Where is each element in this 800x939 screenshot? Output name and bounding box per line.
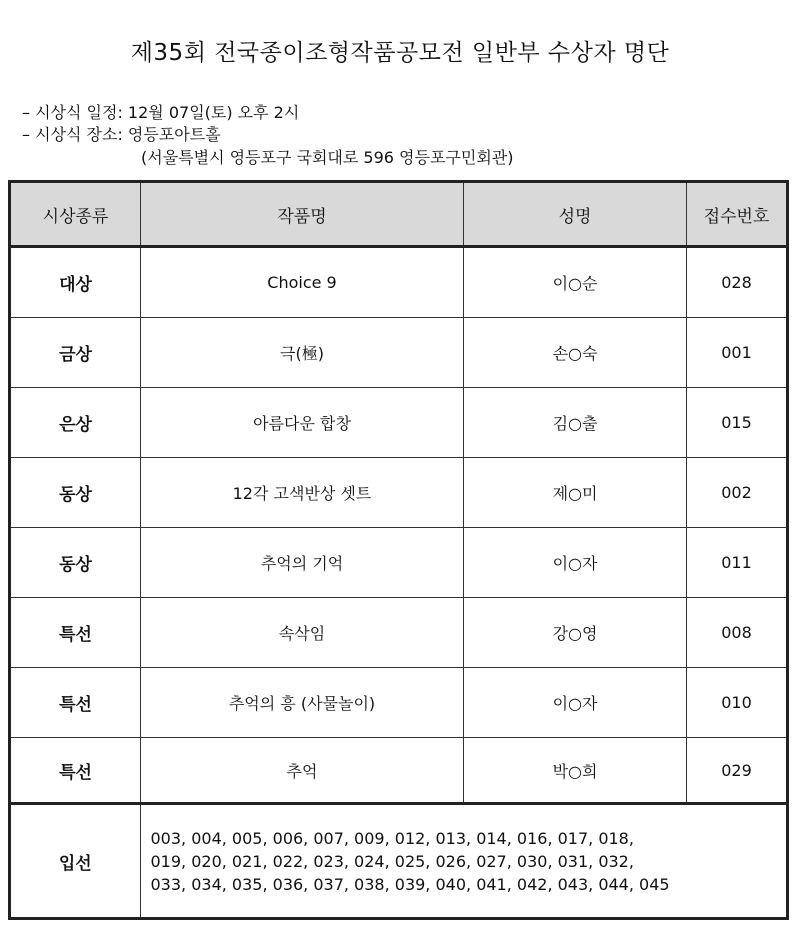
honorable-numbers-cell [141,805,787,917]
number-cell: 028 [721,273,752,292]
name-cell: 박○희 [464,738,687,802]
award-cell: 특선 [11,738,141,802]
ceremony-venue: – 시상식 장소: 영등포아트홀 [22,125,221,144]
work-cell: 추억의 기억 [141,528,464,597]
name-cell: 이○자 [464,668,687,737]
work-cell: 12각 고색반상 셋트 [141,458,464,527]
work-cell: 아름다운 합창 [141,388,464,457]
table-row [11,318,786,388]
table-row [11,388,786,458]
work-cell: 속삭임 [141,598,464,667]
work-cell: 추억의 흥 (사물놀이) [141,668,464,737]
number-cell: 001 [721,343,752,362]
award-cell: 특선 [11,668,141,737]
number-cell: 008 [721,623,752,642]
venue-address: (서울특별시 영등포구 국회대로 596 영등포구민회관) [141,148,514,167]
award-cell: 대상 [11,248,141,317]
award-cell: 특선 [11,598,141,667]
header-number: 접수번호 [703,206,770,227]
number-cell: 029 [721,760,752,780]
number-cell: 015 [721,413,752,432]
work-cell: Choice 9 [141,248,464,317]
award-cell: 동상 [11,528,141,597]
number-cell: 010 [721,693,752,712]
header-work: 작품명 [141,183,464,245]
work-cell: 추억 [141,738,464,802]
table-row [11,738,786,805]
award-cell: 은상 [11,388,141,457]
honorable-mention-row [11,805,786,917]
honorable-award-cell: 입선 [11,805,141,917]
document-title: 제35회 전국종이조형작품공모전 일반부 수상자 명단 [130,40,670,66]
table-row [11,668,786,738]
number-cell: 002 [721,483,752,502]
honorable-numbers-list: 003, 004, 005, 006, 007, 009, 012, 013, 014, 016, 017, 018, 019, 020, 021, 022, 023, 024, 025, 026, 027, 030, 031, 032, 033, 034, 035, 036, 037, 038, 039, 040, 041, 042, 043, 044, 045 [150,828,670,894]
table-row [11,598,786,668]
work-cell: 극(極) [141,318,464,387]
header-award: 시상종류 [11,183,141,245]
table-row [11,458,786,528]
header-name: 성명 [464,183,687,245]
name-cell: 이○순 [464,248,687,317]
name-cell: 김○출 [464,388,687,457]
table-row [11,248,786,318]
name-cell: 강○영 [464,598,687,667]
name-cell: 제○미 [464,458,687,527]
table-row [11,528,786,598]
winners-table [8,180,789,920]
number-cell: 011 [721,553,752,572]
name-cell: 손○숙 [464,318,687,387]
award-cell: 동상 [11,458,141,527]
ceremony-date: – 시상식 일정: 12월 07일(토) 오후 2시 [22,103,300,122]
name-cell: 이○자 [464,528,687,597]
table-header-row [11,183,786,248]
award-cell: 금상 [11,318,141,387]
